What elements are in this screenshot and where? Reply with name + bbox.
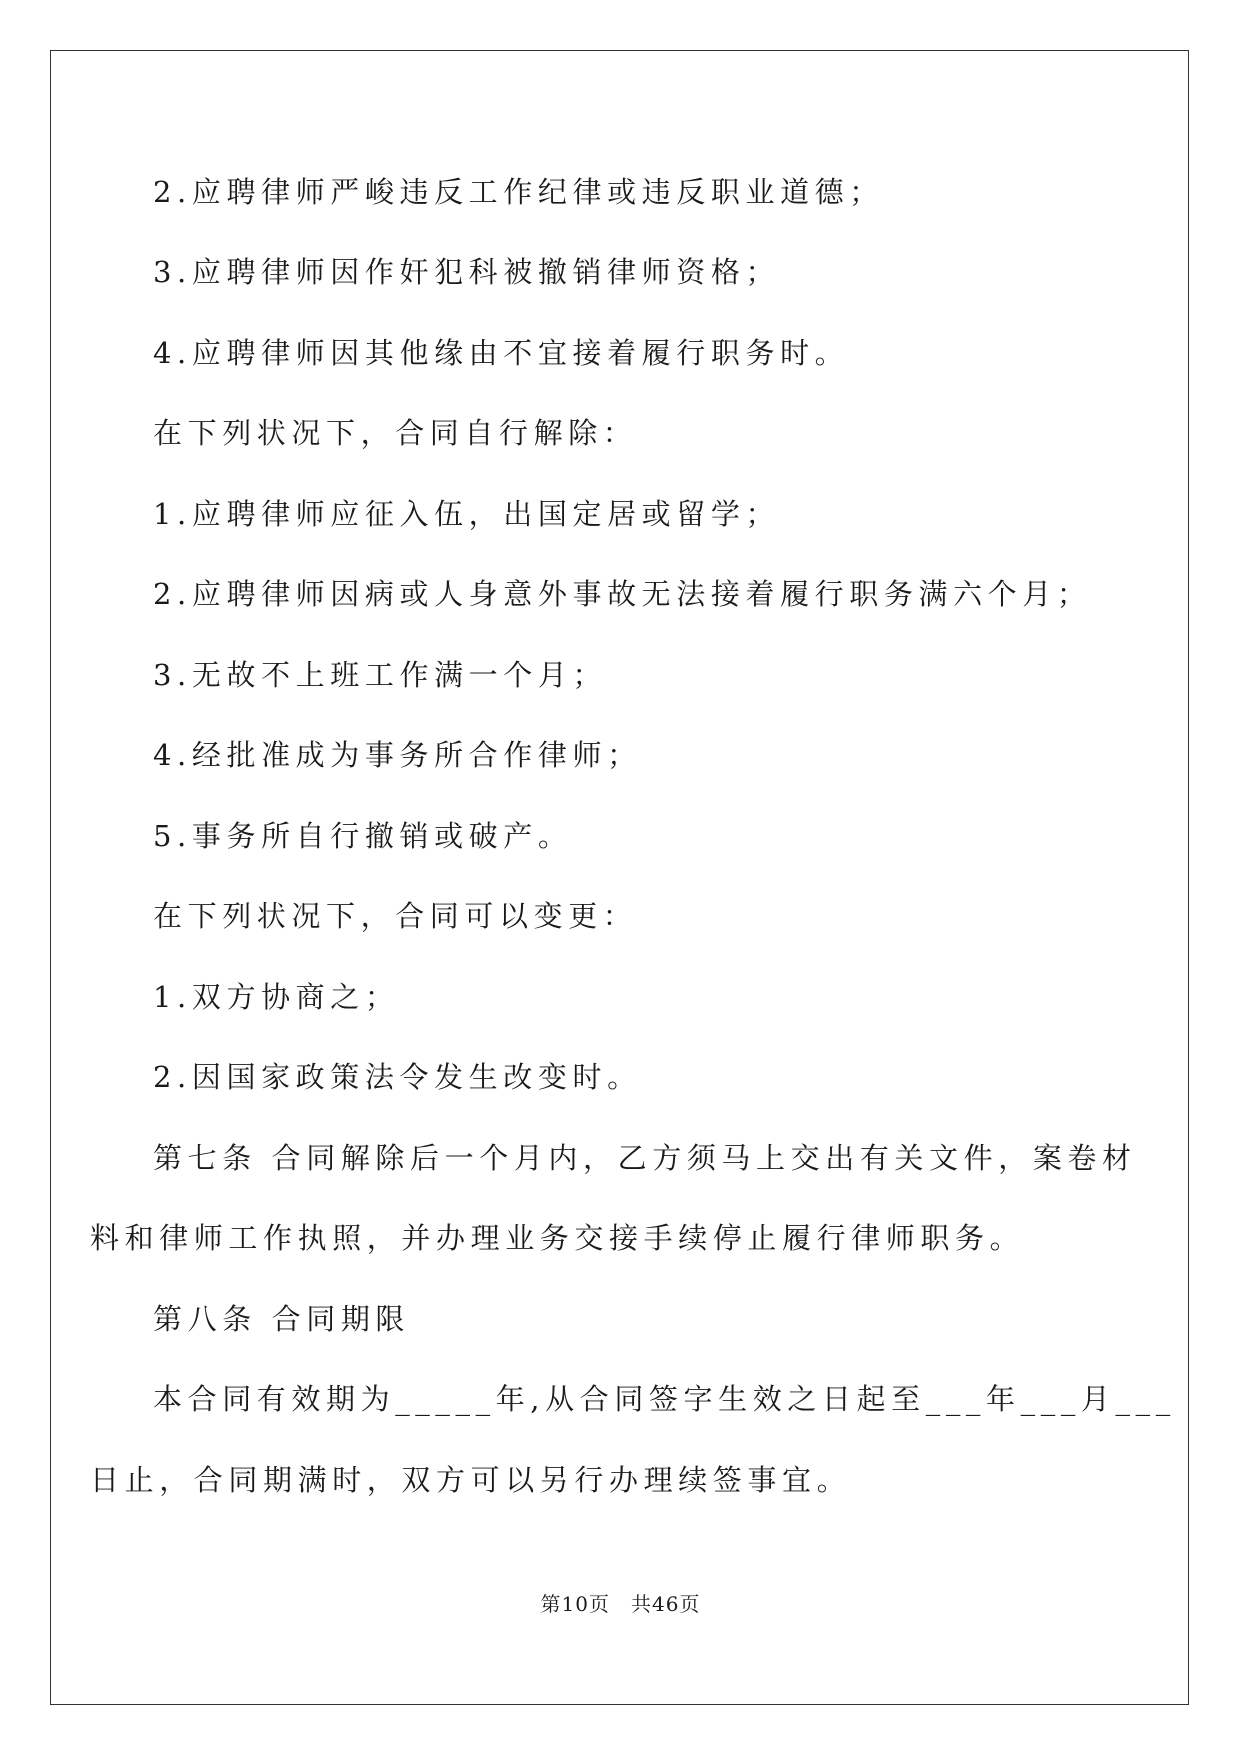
clause-line: 5.事务所自行撤销或破产。 — [153, 819, 573, 853]
clause-line: 4.经批准成为事务所合作律师； — [153, 738, 642, 772]
clause-line: 1.双方协商之； — [153, 980, 400, 1014]
section-intro-line: 在下列状况下，合同自行解除： — [153, 416, 638, 450]
clause-line: 3.无故不上班工作满一个月； — [153, 658, 608, 692]
contract-term-line: 本合同有效期为_____年,从合同签字生效之日起至___年___月___ — [153, 1382, 1176, 1416]
page-number: 第10页 共46页 — [540, 1592, 701, 1616]
contract-term-continuation: 日止，合同期满时，双方可以另行办理续签事宜。 — [90, 1463, 852, 1497]
article-eight-heading: 第八条 合同期限 — [153, 1302, 411, 1336]
clause-line: 2.应聘律师因病或人身意外事故无法接着履行职务满六个月； — [153, 577, 1092, 611]
clause-line: 2.因国家政策法令发生改变时。 — [153, 1060, 642, 1094]
clause-line: 1.应聘律师应征入伍，出国定居或留学； — [153, 497, 781, 531]
page-border — [50, 50, 1189, 1705]
article-seven-line: 第七条 合同解除后一个月内，乙方须马上交出有关文件，案卷材 — [153, 1141, 1137, 1175]
article-seven-continuation: 料和律师工作执照，并办理业务交接手续停止履行律师职务。 — [90, 1221, 1025, 1255]
clause-line: 3.应聘律师因作奸犯科被撤销律师资格； — [153, 255, 781, 289]
clause-line: 4.应聘律师因其他缘由不宜接着履行职务时。 — [153, 336, 850, 370]
section-intro-line: 在下列状况下，合同可以变更： — [153, 899, 638, 933]
clause-line: 2.应聘律师严峻违反工作纪律或违反职业道德； — [153, 175, 884, 209]
